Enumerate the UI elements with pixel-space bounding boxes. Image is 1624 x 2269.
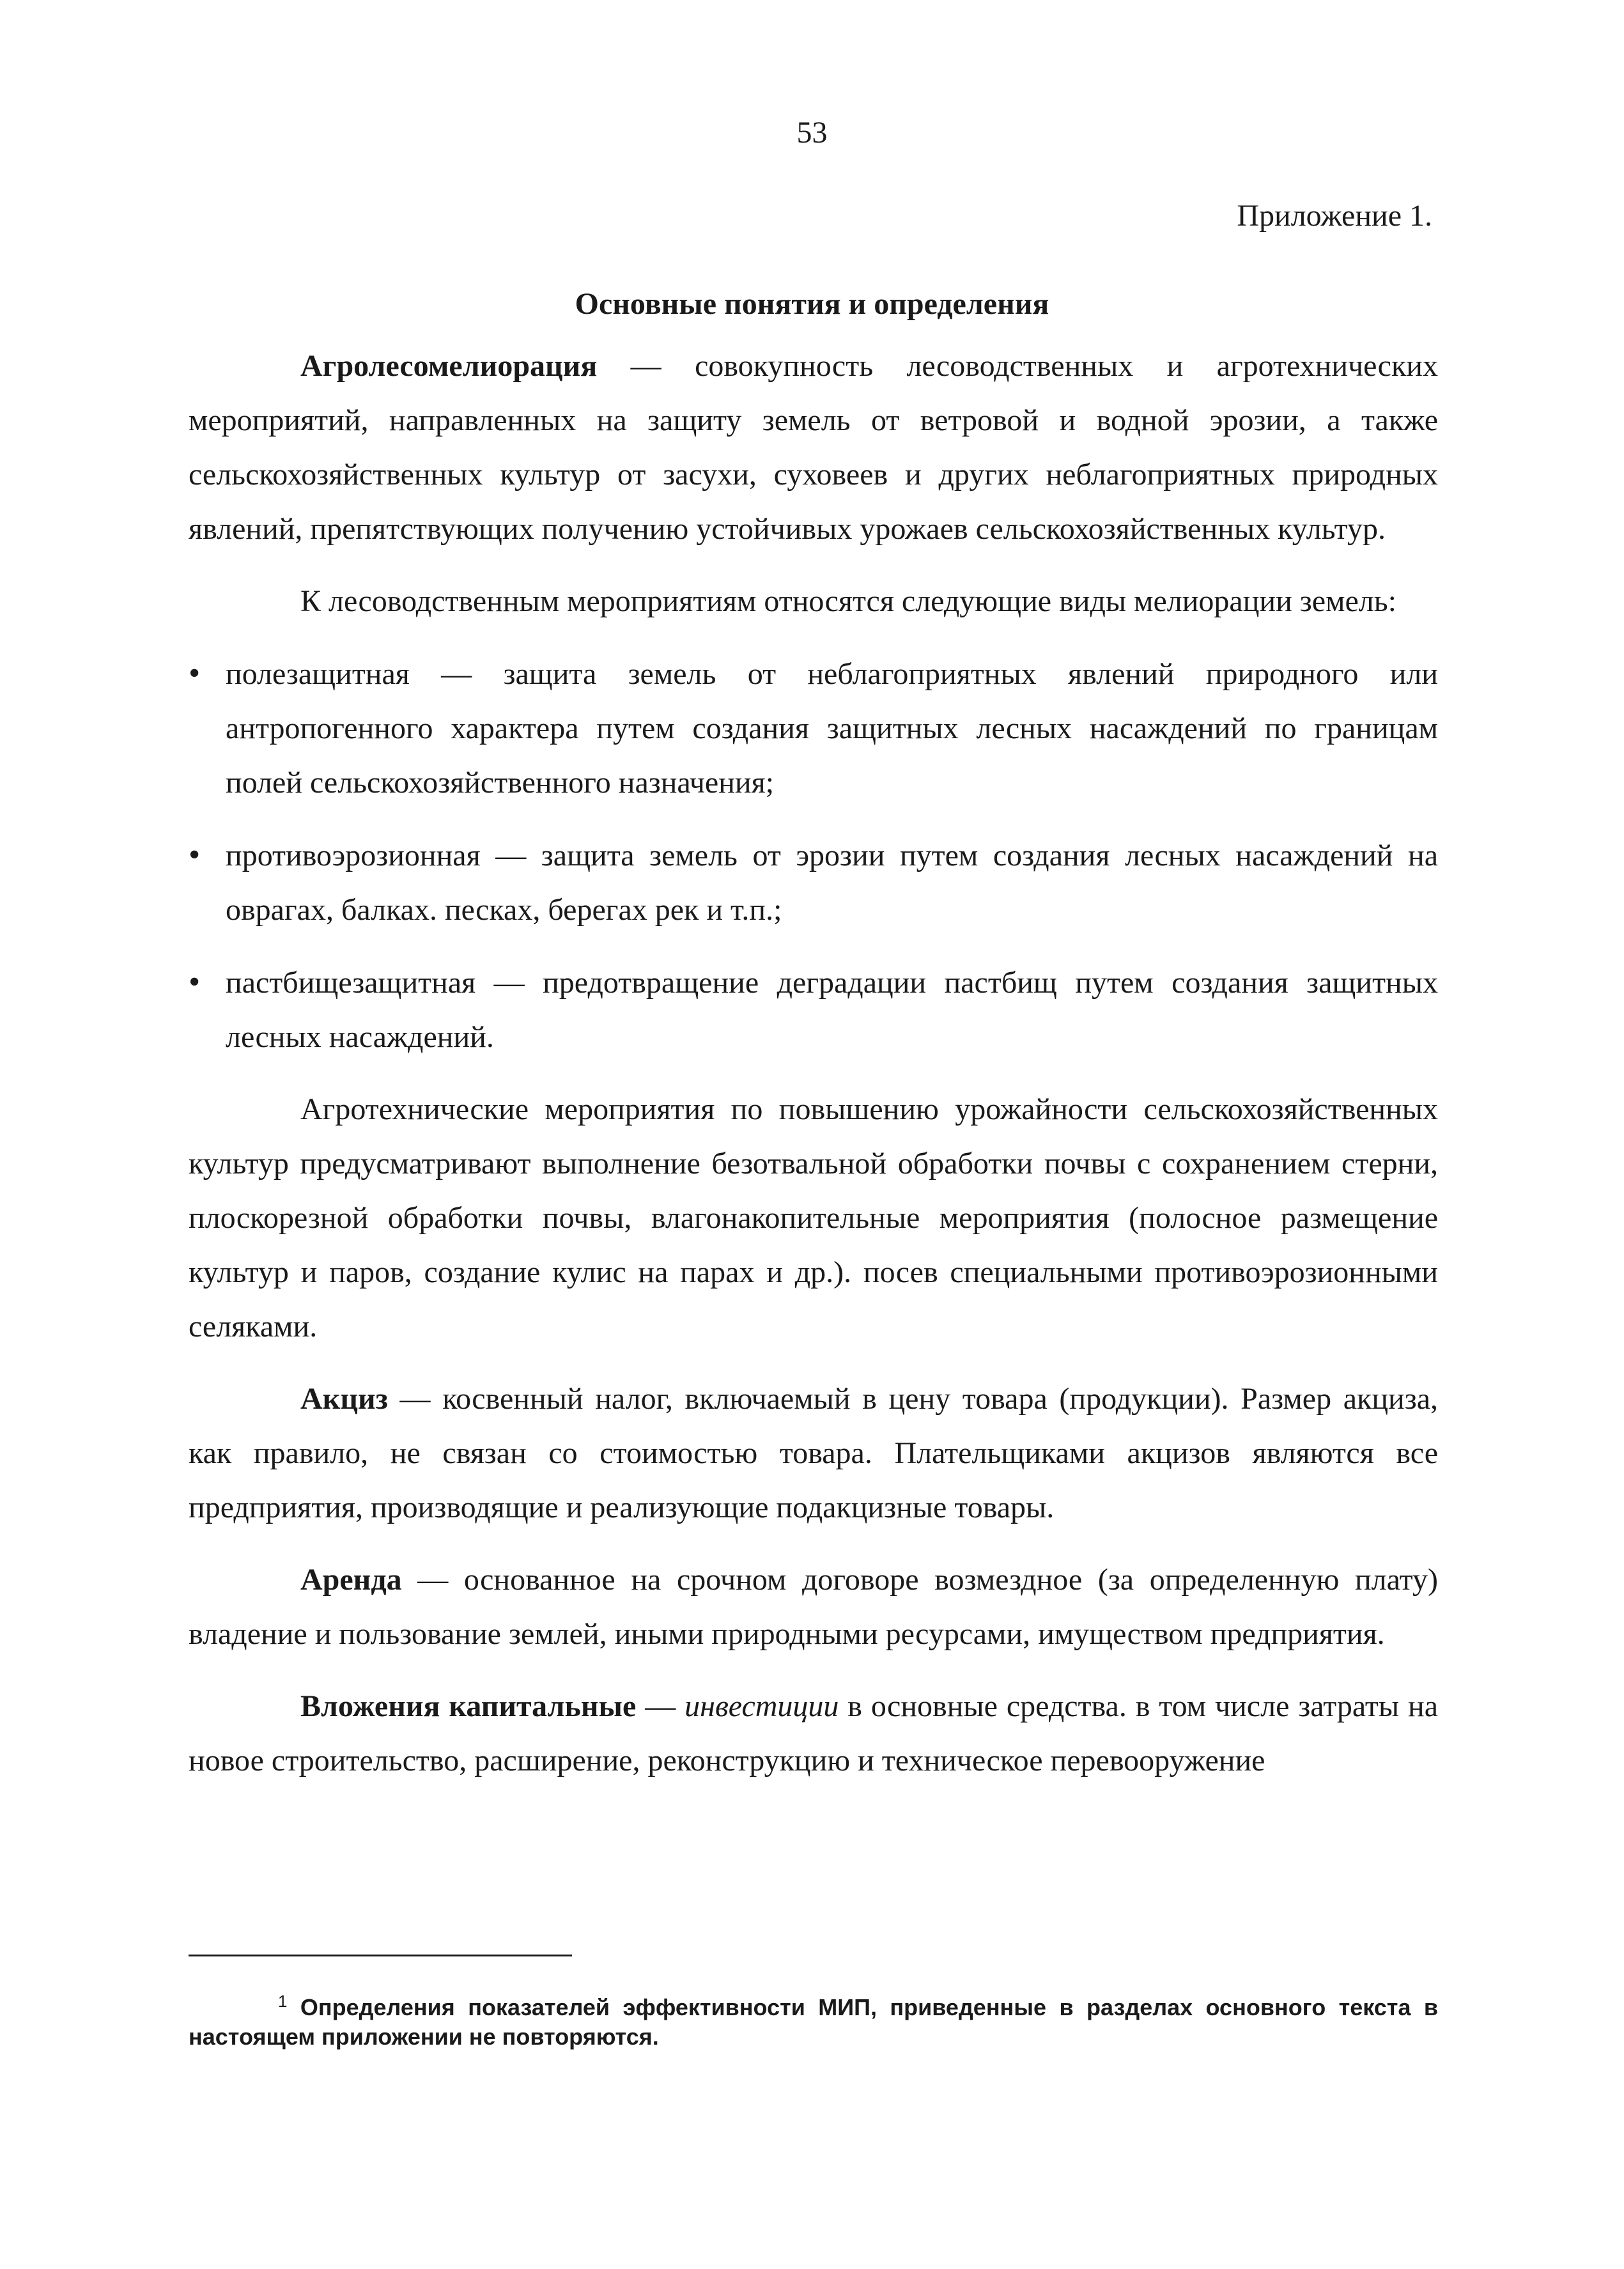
melioration-list [189,646,1438,1064]
page-number: 53 [796,116,828,150]
term-excise: Акциз [300,1382,388,1416]
definition-capital-italic: инвестиции [684,1689,839,1723]
forest-intro: К лесоводственным мероприятиям относятся следующие виды мелиорации земель: [300,584,1396,618]
term-capital: Вложения капитальные [300,1689,637,1723]
definition-lease [189,1553,1438,1661]
bullet-icon: • [189,655,201,692]
list-item-text: полезащитная — защита земель от неблагоприятных явлений природного или антропогенного характера путем создания защитных лесных насаждений по границам полей сельскохозяйственного назначения; [226,657,1438,800]
list-item [189,828,1438,937]
definition-capital [189,1679,1438,1788]
bullet-icon: • [189,837,201,873]
term-lease: Аренда [300,1563,402,1597]
definition-capital-text: в основные средства. в том числе затраты на новое строительство, расширение, реконструкцию и техническое перевооружение [189,1689,1439,1777]
definition-agro [189,339,1438,556]
page-title: Основные понятия и определения [575,287,1049,321]
bullet-icon: • [189,964,201,1000]
appendix-label: Приложение 1. [1237,199,1432,233]
definition-agro-text: — совокупность лесоводственных и агротехнических мероприятий, направленных на защиту земель от ветровой и водной эрозии, а также сельскохозяйственных культур от засухи, суховеев и других неблагоприятных природных явлений, препятствующих получению устойчивых урожаев сельскохозяйственных культур. [189,349,1438,546]
list-item-text: противоэрозионная — защита земель от эрозии путем создания лесных насаждений на оврагах, балках. песках, берегах рек и т.п.; [226,839,1438,927]
footnote-text: Определения показателей эффективности МИП, приведенные в разделах основного текста в настоящем приложении не повторяются. [189,1994,1438,2050]
list-item [189,955,1438,1064]
agrotech-paragraph: Агротехнические мероприятия по повышению урожайности сельскохозяйственных культур предусматривают выполнение безотвальной обработки почвы с сохранением стерни, плоскорезной обработки почвы, влагонакопительные мероприятия (полосное размещение культур и паров, создание кулис на парах и др.). посев специальными противоэрозионными селяками. [189,1092,1438,1344]
definition-capital-dash: — [636,1689,685,1723]
term-agro: Агролесомелиорация [300,349,598,383]
footnote-divider [189,1955,572,1956]
footnote-mark: 1 [278,1992,288,2011]
list-item-text: пастбищезащитная — предотвращение деградации пастбищ путем создания защитных лесных насаждений. [226,966,1438,1054]
definition-excise [189,1372,1438,1535]
definition-excise-text: — косвенный налог, включаемый в цену товара (продукции). Размер акциза, как правило, не связан со стоимостью товара. Плательщиками акцизов являются все предприятия, производящие и реализующие подакцизные товары. [189,1382,1438,1524]
list-item [189,646,1438,810]
definition-lease-text: — основанное на срочном договоре возмездное (за определенную плату) владение и пользование землей, иными природными ресурсами, имуществом предприятия. [189,1563,1438,1651]
footnote [189,1986,1438,2052]
document-body [189,339,1438,1788]
